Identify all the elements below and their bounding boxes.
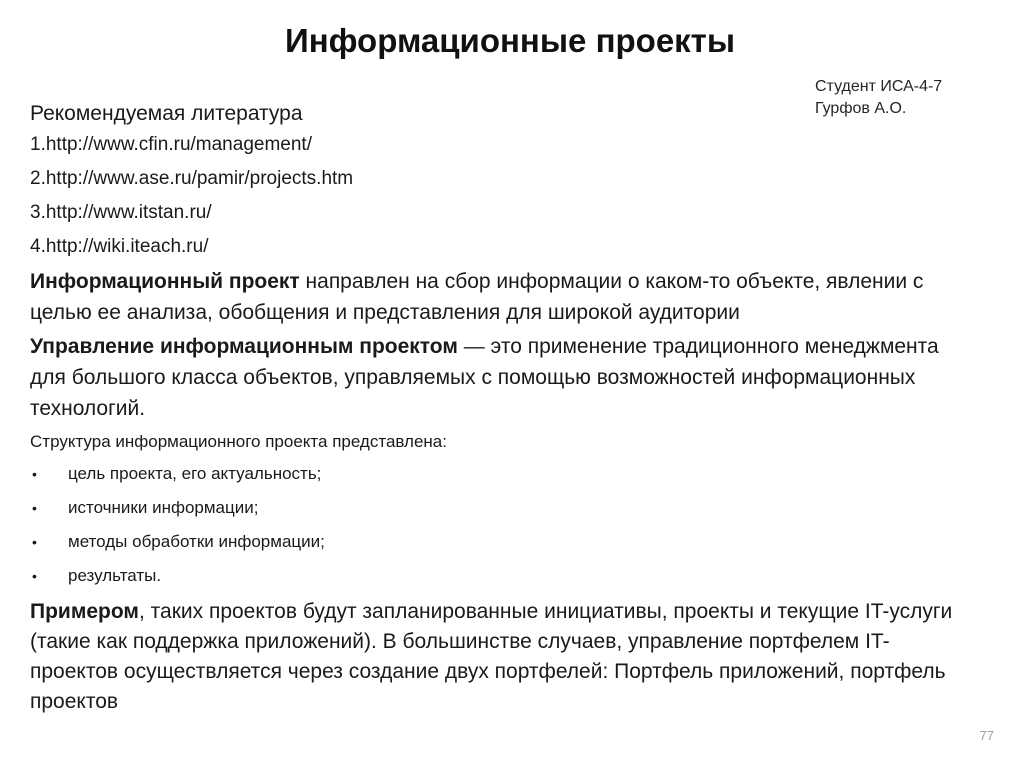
link-1[interactable]: 1.http://www.cfin.ru/management/	[30, 134, 312, 155]
structure-intro: Структура информационного проекта представлена:	[30, 432, 447, 451]
list-item	[30, 525, 970, 559]
example-text: , таких проектов будут запланированные инициативы, проекты и текущие IT-услуги (такие как поддержка приложений). В большинстве случаев, управление портфелем IT-проектов осуществляется через создание двух портфелей: Портфель приложений, портфель проектов	[30, 600, 953, 713]
slide-title: Информационные проекты	[284, 22, 736, 59]
list-item	[30, 559, 970, 593]
list-item-text: методы обработки информации;	[68, 532, 325, 551]
bullet-icon: •	[32, 568, 37, 584]
definition-1-term: Информационный проект	[30, 270, 300, 293]
definition-information-project	[30, 266, 970, 328]
definition-2-term: Управление информационным проектом	[30, 335, 458, 358]
literature-link-2[interactable]	[30, 162, 970, 196]
literature-link-3[interactable]	[30, 196, 970, 230]
bullet-icon: •	[32, 534, 37, 550]
bullet-icon: •	[32, 466, 37, 482]
link-2[interactable]: 2.http://www.ase.ru/pamir/projects.htm	[30, 168, 354, 189]
page-number: 77	[979, 728, 994, 743]
structure-list	[30, 457, 970, 593]
list-item-text: цель проекта, его актуальность;	[68, 464, 322, 483]
definition-project-management	[30, 331, 970, 424]
literature-link-4[interactable]	[30, 230, 970, 264]
list-item-text: результаты.	[68, 566, 162, 585]
bullet-icon: •	[32, 500, 37, 516]
definition-1-text: направлен на сбор информации о каком-то объекте, явлении с целью ее анализа, обобщения и представления для широкой аудитории	[30, 270, 924, 324]
list-item-text: источники информации;	[68, 498, 259, 517]
link-3[interactable]: 3.http://www.itstan.ru/	[30, 202, 212, 223]
link-4[interactable]: 4.http://wiki.iteach.ru/	[30, 236, 209, 257]
list-item	[30, 491, 970, 525]
list-item	[30, 457, 970, 491]
author-name: Гурфов А.О.	[815, 100, 907, 117]
definition-2-text: — это применение традиционного менеджмента для большого класса объектов, управляемых с помощью возможностей информационных технологий.	[30, 335, 939, 420]
slide-content	[30, 98, 970, 717]
literature-heading: Рекомендуемая литература	[30, 102, 303, 125]
literature-link-1[interactable]	[30, 128, 970, 162]
example-paragraph	[30, 597, 970, 717]
example-term: Примером	[30, 600, 139, 623]
author-group: Студент ИСА-4-7	[815, 78, 943, 95]
